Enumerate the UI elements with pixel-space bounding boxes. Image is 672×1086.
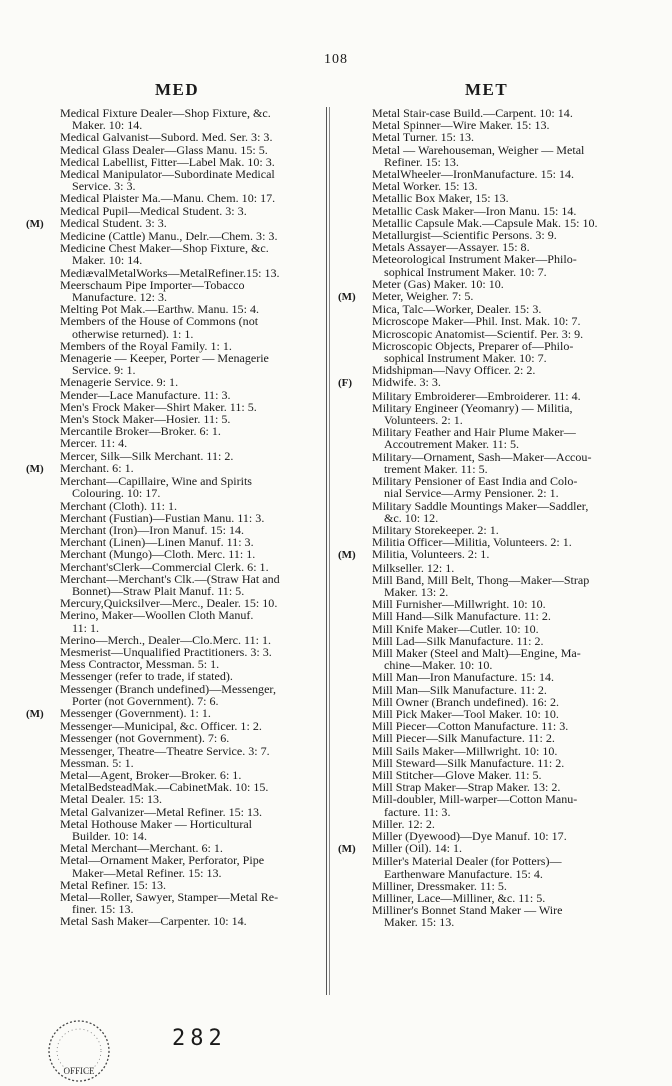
entry-continuation: otherwise returned). 1: 1.	[72, 326, 194, 341]
entry-text: Military Saddle Mountings Maker—Saddler,	[372, 498, 589, 513]
entry-text: Metal Hothouse Maker — Horticultural	[60, 816, 253, 831]
index-entry	[338, 475, 644, 499]
entry-text: Medicine Chest Maker—Shop Fixture, &c.	[60, 241, 269, 256]
entry-continuation: Earthenware Manufacture. 15: 4.	[384, 866, 543, 881]
entry-text: Microscopic Objects, Preparer of—Philo-	[372, 338, 574, 353]
index-entry	[26, 475, 318, 499]
entry-continuation: &c. 10: 12.	[384, 510, 439, 525]
entry-text: Medical Labellist, Fitter—Label Mak. 10: 3.	[60, 154, 275, 169]
entry-text: Milliner's Bonnet Stand Maker — Wire	[372, 903, 563, 918]
entry-continuation: Refiner. 15: 13.	[384, 154, 459, 169]
entry-text: Medical Plaister Ma.—Manu. Chem. 10: 17.	[60, 191, 276, 206]
entry-text: Metal—Ornament Maker, Perforator, Pipe	[60, 853, 265, 868]
entry-text: Messenger (refer to trade, if stated).	[60, 669, 233, 684]
entry-text: Metal Dealer. 15: 13.	[60, 792, 163, 807]
entry-text: Messenger—Municipal, &c. Officer. 1: 2.	[60, 719, 262, 734]
entry-text: Merino—Merch., Dealer—Clo.Merc. 11: 1.	[60, 632, 271, 647]
entry-text: Midwife. 3: 3.	[372, 375, 441, 390]
index-entry	[26, 107, 318, 131]
entry-text: Meerschaum Pipe Importer—Tobacco	[60, 277, 245, 292]
entry-text: Mill Owner (Branch undefined). 16: 2.	[372, 694, 560, 709]
column-heading-left: MED	[155, 80, 200, 99]
entry-text: Medical Pupil—Medical Student. 3: 3.	[60, 203, 247, 218]
entry-text: Merchant—Capillaire, Wine and Spirits	[60, 474, 252, 489]
entry-text: Medical Galvanist—Subord. Med. Ser. 3: 3.	[60, 130, 273, 145]
entry-text: Military Pensioner of East India and Colo-	[372, 474, 578, 489]
entry-text: Metal Refiner. 15: 13.	[60, 877, 167, 892]
entry-text: Merchant—Merchant's Clk.—(Straw Hat and	[60, 571, 280, 586]
entry-text: Miller's Material Dealer (for Potters)—	[372, 854, 562, 869]
index-entry	[26, 818, 318, 842]
right-column	[338, 107, 644, 987]
entry-continuation: Builder. 10: 14.	[72, 828, 147, 843]
entry-text: Metal Sash Maker—Carpenter. 10: 14.	[60, 914, 247, 929]
entry-continuation: Maker—Metal Refiner. 15: 13.	[72, 865, 222, 880]
index-entry	[338, 340, 644, 364]
entry-text: Milkseller. 12: 1.	[372, 560, 455, 575]
entry-text: Metallic Cask Maker—Iron Manu. 15: 14.	[372, 203, 577, 218]
entry-text: Mill Piecer—Silk Manufacture. 11: 2.	[372, 731, 555, 746]
index-entry	[338, 500, 644, 524]
entry-text: Mill Steward—Silk Manufacture. 11: 2.	[372, 755, 565, 770]
index-entry	[26, 891, 318, 915]
index-entry	[26, 279, 318, 303]
entry-text: Merchant (Linen)—Linen Manuf. 11: 3.	[60, 535, 254, 550]
column-heading-right: MET	[465, 80, 509, 99]
entry-text: Mesmerist—Unqualified Practitioners. 3: 3.	[60, 644, 272, 659]
entry-continuation: Maker. 10: 14.	[72, 253, 143, 268]
entry-text: Mill-doubler, Mill-warper—Cotton Manu-	[372, 792, 578, 807]
entry-continuation: Service. 9: 1.	[72, 363, 136, 378]
index-entry	[338, 253, 644, 277]
entry-text: Medicine (Cattle) Manu., Delr.—Chem. 3: 3.	[60, 229, 278, 244]
entry-marker: (M)	[26, 462, 44, 475]
index-entry	[338, 402, 644, 426]
entry-text: Mill Man—Iron Manufacture. 15: 14.	[372, 670, 555, 685]
entry-continuation: sophical Instrument Maker. 10: 7.	[384, 351, 547, 366]
entry-text: Mill Strap Maker—Strap Maker. 13: 2.	[372, 780, 561, 795]
column-divider-inner	[329, 107, 330, 995]
entry-text: Melting Pot Mak.—Earthw. Manu. 15: 4.	[60, 302, 259, 317]
index-entry	[338, 574, 644, 598]
entry-continuation: Porter (not Government). 7: 6.	[72, 693, 219, 708]
entry-text: Mill Knife Maker—Cutler. 10: 10.	[372, 621, 539, 636]
index-entry	[338, 647, 644, 671]
entry-text: Meter, Weigher. 7: 5.	[372, 289, 474, 304]
entry-text: Milliner, Lace—Milliner, &c. 11: 5.	[372, 891, 546, 905]
entry-continuation: Manufacture. 12: 3.	[72, 290, 168, 305]
entry-text: Men's Frock Maker—Shirt Maker. 11: 5.	[60, 399, 257, 414]
entry-text: Military Storekeeper. 2: 1.	[372, 522, 499, 537]
entry-continuation: Colouring. 10: 17.	[72, 486, 161, 501]
entry-continuation: Maker. 10: 14.	[72, 118, 143, 133]
entry-text: Members of the Royal Family. 1: 1.	[60, 338, 232, 353]
entry-text: Mill Man—Silk Manufacture. 11: 2.	[372, 682, 547, 697]
index-entry	[338, 904, 644, 928]
entry-text: Military Embroiderer—Embroiderer. 11: 4.	[372, 388, 581, 403]
entry-text: Mill Maker (Steel and Malt)—Engine, Ma-	[372, 645, 581, 660]
entry-text: Mill Piecer—Cotton Manufacture. 11: 3.	[372, 719, 569, 734]
stamp-number: 282	[172, 1026, 227, 1051]
entry-continuation: Bonnet)—Straw Plait Manuf. 11: 5.	[72, 583, 245, 598]
entry-text: Military Engineer (Yeomanry) — Militia,	[372, 400, 573, 415]
entry-continuation: Accoutrement Maker. 11: 5.	[384, 437, 520, 452]
entry-text: Metal Spinner—Wire Maker. 15: 13.	[372, 118, 550, 133]
entry-text: Metallic Capsule Mak.—Capsule Mak. 15: 10.	[372, 215, 598, 230]
entry-text: Mercury,Quicksilver—Merc., Dealer. 15: 10.	[60, 596, 278, 611]
entry-text: Men's Stock Maker—Hosier. 11: 5.	[60, 412, 231, 427]
entry-text: MetalWheeler—IronManufacture. 15: 14.	[372, 167, 575, 182]
entry-text: Merchant (Fustian)—Fustian Manu. 11: 3.	[60, 510, 265, 525]
entry-text: Messenger (Branch undefined)—Messenger,	[60, 681, 276, 696]
entry-text: Merino, Maker—Woollen Cloth Manuf.	[60, 608, 254, 623]
entry-text: Milliner, Dressmaker. 11: 5.	[372, 878, 507, 893]
index-entry	[26, 609, 318, 633]
entry-text: Mill Furnisher—Millwright. 10: 10.	[372, 597, 546, 612]
entry-continuation: Service. 3: 3.	[72, 179, 136, 194]
entry-text: Military—Ornament, Sash—Maker—Accou-	[372, 449, 592, 464]
entry-text: Mill Band, Mill Belt, Thong—Maker—Strap	[372, 572, 590, 587]
index-entry	[338, 144, 644, 168]
entry-continuation: facture. 11: 3.	[384, 804, 451, 819]
entry-continuation: nial Service—Army Pensioner. 2: 1.	[384, 486, 559, 501]
entry-continuation: Maker. 13: 2.	[384, 584, 449, 599]
index-entry	[26, 683, 318, 707]
entry-text: Medical Manipulator—Subordinate Medical	[60, 167, 275, 182]
entry-text: Militia Officer—Militia, Volunteers. 2: 1.	[372, 535, 572, 550]
entry-text: Mill Sails Maker—Millwright. 10: 10.	[372, 743, 558, 758]
entry-text: Members of the House of Commons (not	[60, 314, 259, 329]
entry-text: Medical Fixture Dealer—Shop Fixture, &c.	[60, 106, 271, 120]
entry-text: Merchant'sClerk—Commercial Clerk. 6: 1.	[60, 559, 269, 574]
entry-text: Medical Glass Dealer—Glass Manu. 15: 5.	[60, 142, 268, 157]
entry-text: Mess Contractor, Messman. 5: 1.	[60, 657, 220, 672]
index-entry	[26, 315, 318, 339]
entry-text: Meter (Gas) Maker. 10: 10.	[372, 276, 504, 291]
index-entry	[338, 855, 644, 879]
entry-text: Mill Hand—Silk Manufacture. 11: 2.	[372, 609, 551, 624]
entry-text: Metal—Roller, Sawyer, Stamper—Metal Re-	[60, 890, 279, 904]
entry-text: Merchant. 6: 1.	[60, 460, 134, 475]
entry-text: Merchant (Iron)—Iron Manuf. 15: 14.	[60, 522, 244, 537]
entry-text: Microscopic Anatomist—Scientif. Per. 3: 9.	[372, 326, 584, 341]
entry-text: Metal Worker. 15: 13.	[372, 179, 478, 194]
entry-marker: (M)	[338, 843, 356, 856]
entry-text: Merchant (Mungo)—Cloth. Merc. 11: 1.	[60, 547, 256, 562]
entry-text: Medical Student. 3: 3.	[60, 215, 167, 230]
entry-text: Military Feather and Hair Plume Maker—	[372, 425, 576, 440]
entry-text: Merchant (Cloth). 11: 1.	[60, 498, 177, 513]
entry-text: Midshipman—Navy Officer. 2: 2.	[372, 363, 536, 378]
entry-text: Menagerie — Keeper, Porter — Menagerie	[60, 351, 269, 366]
left-column	[26, 107, 318, 987]
entry-text: Messman. 5: 1.	[60, 755, 134, 770]
index-entry	[26, 573, 318, 597]
entry-text: Menagerie Service. 9: 1.	[60, 375, 179, 390]
entry-text: Messenger (Government). 1: 1.	[60, 705, 211, 720]
entry-text: Miller. 12: 2.	[372, 816, 435, 831]
index-entry	[26, 915, 318, 927]
entry-text: Mill Lad—Silk Manufacture. 11: 2.	[372, 633, 544, 648]
index-entry	[26, 352, 318, 376]
entry-text: Mica, Talc—Worker, Dealer. 15: 3.	[372, 302, 542, 317]
entry-marker: (F)	[338, 377, 353, 390]
entry-continuation: 11: 1.	[72, 620, 99, 635]
entry-marker: (M)	[26, 707, 44, 720]
index-entry	[338, 451, 644, 475]
entry-text: Metallurgist—Scientific Persons. 3: 9.	[372, 228, 557, 243]
entry-text: Metal — Warehouseman, Weigher — Metal	[372, 142, 585, 157]
entry-text: Metal Merchant—Merchant. 6: 1.	[60, 841, 223, 856]
entry-text: Mercer. 11: 4.	[60, 436, 128, 451]
entry-marker: (M)	[338, 549, 356, 562]
entry-continuation: chine—Maker. 10: 10.	[384, 658, 493, 673]
entry-text: Messenger, Theatre—Theatre Service. 3: 7.	[60, 743, 270, 758]
entry-continuation: Volunteers. 2: 1.	[384, 413, 463, 428]
entry-text: Mender—Lace Manufacture. 11: 3.	[60, 387, 231, 402]
entry-text: Metals Assayer—Assayer. 15: 8.	[372, 240, 530, 255]
index-entry	[338, 793, 644, 817]
entry-text: Mercantile Broker—Broker. 6: 1.	[60, 424, 221, 439]
entry-marker: (M)	[26, 217, 44, 230]
entry-text: Miller (Dyewood)—Dye Manuf. 10: 17.	[372, 828, 567, 843]
index-entry	[338, 426, 644, 450]
stamp-text: OFFICE	[63, 1066, 95, 1076]
entry-text: Messenger (not Government). 7: 6.	[60, 731, 230, 746]
entry-text: Metal—Agent, Broker—Broker. 6: 1.	[60, 767, 242, 782]
page-number: 108	[324, 52, 348, 67]
index-entry	[26, 168, 318, 192]
entry-continuation: sophical Instrument Maker. 10: 7.	[384, 264, 547, 279]
entry-text: Metal Stair-case Build.—Carpent. 10: 14.	[372, 106, 573, 120]
office-stamp	[40, 1018, 118, 1084]
entry-text: MediævalMetalWorks—MetalRefiner.15: 13.	[60, 265, 280, 280]
entry-continuation: trement Maker. 11: 5.	[384, 461, 488, 476]
entry-continuation: finer. 15: 13.	[72, 902, 134, 917]
entry-text: Metallic Box Maker, 15: 13.	[372, 191, 509, 206]
column-divider	[326, 107, 327, 995]
entry-marker: (M)	[338, 291, 356, 304]
entry-text: Mercer, Silk—Silk Merchant. 11: 2.	[60, 448, 234, 463]
entry-text: Microscope Maker—Phil. Inst. Mak. 10: 7.	[372, 314, 581, 329]
index-entry	[26, 854, 318, 878]
entry-text: Meteorological Instrument Maker—Philo-	[372, 252, 577, 267]
entry-text: Mill Pick Maker—Tool Maker. 10: 10.	[372, 706, 559, 721]
entry-text: Metal Turner. 15: 13.	[372, 130, 475, 145]
entry-text: Miller (Oil). 14: 1.	[372, 841, 463, 856]
entry-text: Mill Stitcher—Glove Maker. 11: 5.	[372, 767, 542, 782]
entry-text: Metal Galvanizer—Metal Refiner. 15: 13.	[60, 804, 263, 819]
entry-continuation: Maker. 15: 13.	[384, 915, 455, 930]
entry-text: Militia, Volunteers. 2: 1.	[372, 547, 490, 562]
entry-text: MetalBedsteadMak.—CabinetMak. 10: 15.	[60, 780, 269, 795]
index-entry	[26, 242, 318, 266]
